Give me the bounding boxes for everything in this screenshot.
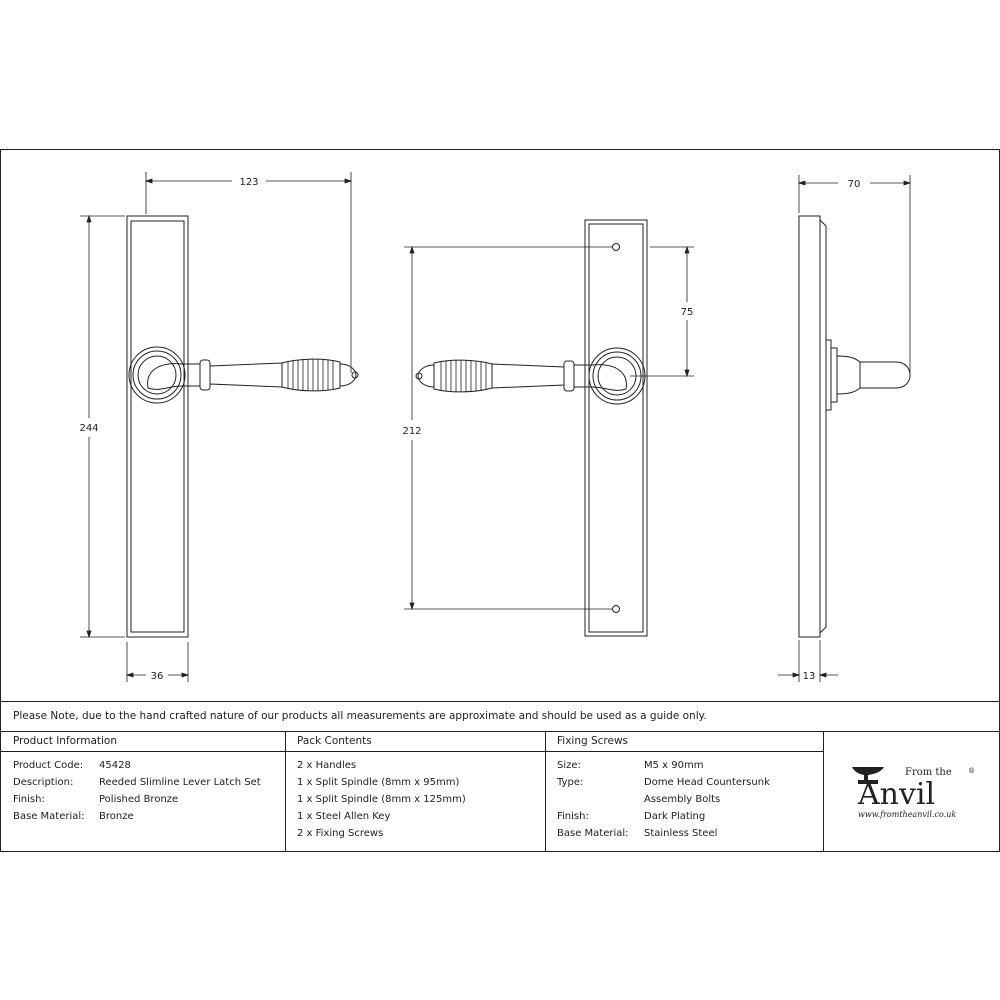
screw-finish-label: Finish: xyxy=(557,811,589,822)
back-fixing-hole-bottom xyxy=(613,606,620,613)
front-dimensions xyxy=(80,172,351,682)
back-fixing-hole-top xyxy=(613,244,620,251)
description-value: Reeded Slimline Lever Latch Set xyxy=(99,777,261,788)
side-rose-step xyxy=(831,348,837,402)
front-rose-ring xyxy=(133,351,181,399)
back-lever-tip xyxy=(418,365,434,387)
side-view xyxy=(799,216,910,637)
screw-base-material-label: Base Material: xyxy=(557,828,629,839)
back-view xyxy=(416,220,647,636)
base-material-label: Base Material: xyxy=(13,811,85,822)
fixing-screws-heading: Fixing Screws xyxy=(557,735,629,747)
side-rose xyxy=(826,340,831,410)
front-lever-neck xyxy=(148,364,200,390)
logo-url: www.fromtheanvil.co.uk xyxy=(858,810,957,819)
side-dimensions xyxy=(778,175,910,682)
finish-value: Polished Bronze xyxy=(99,794,179,805)
front-lever-end xyxy=(352,372,358,378)
description-label: Description: xyxy=(13,777,74,788)
back-dimensions xyxy=(404,247,694,609)
back-lever-shank xyxy=(492,364,564,388)
dim-back-hole-spacing: 212 xyxy=(402,426,422,437)
front-view xyxy=(127,216,358,637)
back-grip-reeds xyxy=(441,360,486,392)
screw-base-material-value: Stainless Steel xyxy=(644,828,718,839)
drawing-frame xyxy=(1,150,1000,852)
side-lever-neck xyxy=(837,356,860,394)
product-code-label: Product Code: xyxy=(13,760,84,771)
front-backplate-bevel xyxy=(131,221,184,632)
side-lever-shank xyxy=(860,362,910,388)
dim-back-hole-to-lever: 75 xyxy=(680,307,694,318)
logo-registered: ® xyxy=(968,767,975,775)
front-lever-tip xyxy=(340,364,356,386)
finish-label: Finish: xyxy=(13,794,45,805)
base-material-value: Bronze xyxy=(99,811,134,822)
back-lever-collar xyxy=(564,361,574,391)
screw-finish-value: Dark Plating xyxy=(644,811,706,822)
front-rose-inner xyxy=(138,356,176,394)
logo-anvil: Anvil xyxy=(858,777,936,812)
pack-item: 1 x Split Spindle (8mm x 125mm) xyxy=(297,794,466,805)
pack-item: 1 x Split Spindle (8mm x 95mm) xyxy=(297,777,460,788)
back-lever-end xyxy=(416,373,422,379)
front-grip-reeds xyxy=(288,359,333,391)
back-lever-grip xyxy=(434,360,492,392)
pack-item: 2 x Handles xyxy=(297,760,357,771)
front-lever-grip xyxy=(282,359,340,391)
screw-type-label: Type: xyxy=(557,777,584,788)
product-code-value: 45428 xyxy=(99,760,131,771)
front-lever-collar xyxy=(200,360,210,390)
product-info-heading: Product Information xyxy=(13,735,117,747)
dim-side-projection: 70 xyxy=(847,179,861,190)
screw-type-value: Dome Head Countersunk xyxy=(644,777,770,788)
pack-contents-heading: Pack Contents xyxy=(297,735,372,747)
side-backplate xyxy=(799,216,820,637)
pack-item: 2 x Fixing Screws xyxy=(297,828,384,839)
back-backplate-bevel xyxy=(589,224,643,632)
front-backplate xyxy=(127,216,188,637)
dim-front-width-overall: 123 xyxy=(239,177,259,188)
dim-side-thickness: 13 xyxy=(802,671,816,682)
screw-size-value: M5 x 90mm xyxy=(644,760,704,771)
dim-front-height: 244 xyxy=(79,423,99,434)
logo-from-the: From the xyxy=(905,767,952,778)
pack-item: 1 x Steel Allen Key xyxy=(297,811,391,822)
back-lever-neck xyxy=(574,365,626,391)
anvil-logo xyxy=(852,767,975,819)
measurement-note: Please Note, due to the hand crafted nature of our products all measurements are approximate and should be used as a guide only. xyxy=(13,710,707,722)
screw-size-label: Size: xyxy=(557,760,581,771)
screw-type-cont-value: Assembly Bolts xyxy=(644,794,721,805)
back-backplate xyxy=(585,220,647,636)
front-lever-shank xyxy=(210,363,282,387)
dim-front-plate-width: 36 xyxy=(150,671,164,682)
front-rose-outer xyxy=(129,347,185,403)
side-backplate-bevel xyxy=(820,220,826,633)
